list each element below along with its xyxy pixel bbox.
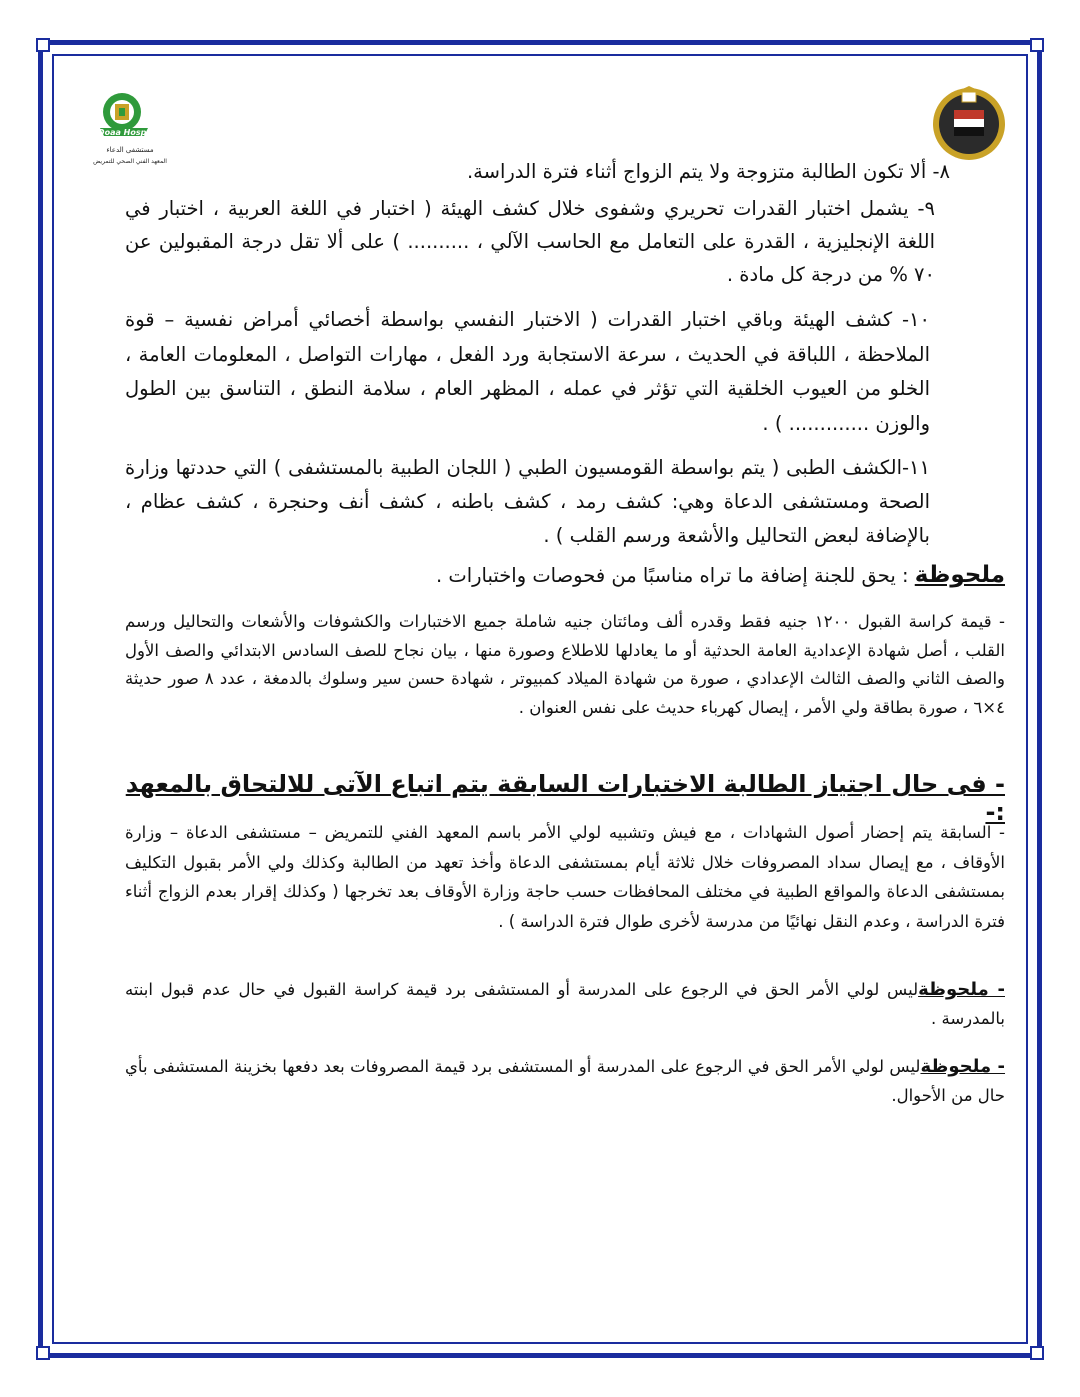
note-1-label: ملحوظة — [914, 562, 1005, 588]
item-10: ١٠- كشف الهيئة وباقي اختبار القدرات ( الاختبار النفسي بواسطة أخصائي أمراض نفسية – قوة الملاحظة ، اللباقة في الحديث ، سرعة الاستجابة ورد الفعل ، مهارات التواصل ، المعلومات العامة ، الخلو من العيوب الخلقية التي تؤثر في عمله ، المظهر العام ، سلامة النطق ، التناسق بين الطول والوزن ............. ) . — [125, 308, 930, 435]
section-title: - فى حال اجتياز الطالبة الاختبارات السابقة يتم اتباع الآتى للالتحاق بالمعهد :- — [125, 770, 1005, 826]
fees-paragraph: - قيمة كراسة القبول ١٢٠٠ جنيه فقط وقدره ألف ومائتان جنيه شاملة جميع الاختبارات والكشوفات والأشعات والتحاليل ورسم القلب ، أصل شهادة الإعدادية العامة الحدثية أو ما يعادلها للاطلاع وصورة منها ، بيان نجاح للصف السادس الابتدائي والصف الأول والصف الثاني والصف الثالث الإعدادي ، صورة من شهادة الميلاد كمبيوتر ، شهادة حسن سير وسلوك بالدمغة ، عدد ٨ صور حديثة ٤×٦ ، صورة بطاقة ولي الأمر ، إيصال كهرباء حديث على نفس العنوان . — [125, 612, 1005, 717]
border-corner-bottom-left — [36, 1346, 50, 1360]
note-1-text: : يحق للجنة إضافة ما تراه مناسبًا من فحوصات واختبارات . — [435, 564, 915, 587]
logo-caption-2: المعهد الفني الصحي للتمريض — [93, 158, 167, 165]
item-8: ٨- ألا تكون الطالبة متزوجة ولا يتم الزواج أثناء فترة الدراسة. — [466, 160, 950, 183]
ministry-awqaf-seal — [928, 82, 1010, 162]
note-3-label: - ملحوظة — [920, 1056, 1006, 1077]
note-2-text: ليس لولي الأمر الحق في الرجوع على المدرسة أو المستشفى برد قيمة كراسة القبول في حال عدم قبول ابنته بالمدرسة . — [125, 980, 1005, 1028]
note-2-label: - ملحوظة — [918, 979, 1005, 1000]
procedure-paragraph: - السابقة يتم إحضار أصول الشهادات ، مع فيش وتشبيه لولي الأمر باسم المعهد الفني للتمريض – مستشفى الدعاة – وزارة الأوقاف ، مع إيصال سداد المصروفات خلال ثلاثة أيام بمستشفى الدعاة وأخذ تعهد من الطالبة وكذلك ولي الأمر بقبول التكليف بمستشفى الدعاة والمواقع الطبية في مختلف المحافظات حسب حاجة وزارة الأوقاف بعد تخرجها ( وكذلك إقرار بعدم الزواج أثناء فترة الدراسة ، وعدم النقل نهائيًا من مدرسة لأخرى طوال فترة الدراسة ) . — [125, 823, 1005, 931]
item-9: ٩- يشمل اختبار القدرات تحريري وشفوى خلال كشف الهيئة ( اختبار في اللغة العربية ، اختبار في اللغة الإنجليزية ، القدرة على التعامل مع الحاسب الآلي ، .......... ) على ألا تقل درجة المقبولين عن ٧٠ % من درجة كل مادة . — [125, 197, 935, 286]
border-corner-top-left — [36, 38, 50, 52]
logo-english-text: El Doaa Hospital — [86, 128, 162, 137]
note-1 — [125, 560, 1005, 591]
border-corner-bottom-right — [1030, 1346, 1044, 1360]
note-3-text: ليس لولي الأمر الحق في الرجوع على المدرسة أو المستشفى برد قيمة المصروفات بعد دفعها بخزينة المستشفى بأي حال من الأحوال. — [125, 1057, 1005, 1105]
note-2 — [125, 976, 1005, 1033]
logo-caption-1: مستشفى الدعاء — [106, 146, 154, 154]
item-11: ١١-الكشف الطبى ( يتم بواسطة القومسيون الطبي ( اللجان الطبية بالمستشفى ) التي حددتها وزارة الصحة ومستشفى الدعاة وهي: كشف رمد ، كشف باطنه ، كشف أنف وحنجرة ، كشف عظام ، بالإضافة لبعض التحاليل والأشعة ورسم القلب ) . — [125, 456, 930, 547]
note-3 — [125, 1053, 1005, 1110]
border-corner-top-right — [1030, 38, 1044, 52]
